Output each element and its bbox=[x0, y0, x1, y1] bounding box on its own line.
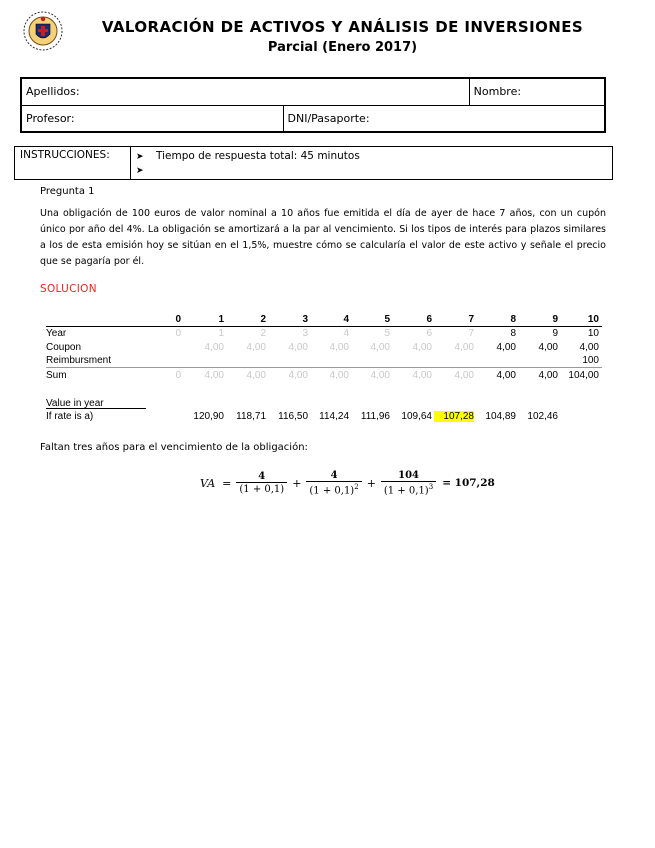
sum-cell: 4,00 bbox=[454, 370, 474, 381]
sum-cell: 0 bbox=[175, 370, 181, 381]
row-label-sum: Sum bbox=[46, 370, 67, 381]
period-header: 0 bbox=[175, 314, 181, 325]
coupon-cell: 4,00 bbox=[412, 342, 432, 353]
formula-term-2: $\frac{4}{(1 + 0,1)^2}$ bbox=[306, 470, 361, 496]
sum-cell: 4,00 bbox=[496, 370, 516, 381]
reimbursment-cell: 100 bbox=[582, 355, 599, 366]
period-header: 7 bbox=[468, 314, 474, 325]
header-divider bbox=[46, 326, 602, 327]
coupon-cell: 4,00 bbox=[370, 342, 390, 353]
rate-label: If rate is a) bbox=[46, 411, 94, 422]
sum-cell: 4,00 bbox=[538, 370, 558, 381]
value-in-year-cell: 111,96 bbox=[360, 411, 390, 422]
formula-plus: + bbox=[366, 476, 376, 490]
nombre-field: Nombre: bbox=[469, 78, 605, 105]
row-label-reimbursment: Reimbursment bbox=[46, 355, 112, 366]
year-cell: 4 bbox=[343, 328, 349, 339]
period-header: 1 bbox=[218, 314, 224, 325]
document-title: VALORACIÓN DE ACTIVOS Y ANÁLISIS DE INVERSIONES bbox=[101, 18, 584, 36]
instructions-box bbox=[14, 146, 613, 180]
formula-term-3: $\frac{104}{(1 + 0,1)^3}$ bbox=[381, 470, 436, 496]
solution-label: SOLUCION bbox=[40, 283, 97, 295]
sum-cell: 4,00 bbox=[204, 370, 224, 381]
year-cell: 3 bbox=[302, 328, 308, 339]
value-in-year-cell: 102,46 bbox=[527, 411, 558, 422]
coupon-cell: 4,00 bbox=[288, 342, 308, 353]
coupon-cell: 4,00 bbox=[579, 342, 599, 353]
question-text: Una obligación de 100 euros de valor nominal a 10 años fue emitida el día de ayer de hace 7 años, con un cupón único por año del 4%. La obligación se amortizará a la par al vencimiento. Si los tipos de interés para plazos similares a los de esta emisión hoy se sitúan en el 1,5%, muestre cómo se calcularía el valor de este activo y señale el precio que se pagaría por él. bbox=[40, 208, 606, 267]
year-cell: 6 bbox=[426, 328, 432, 339]
period-header: 4 bbox=[343, 314, 349, 325]
value-in-year-cell: 109,64 bbox=[401, 411, 432, 422]
formula-plus: + bbox=[292, 476, 302, 490]
formula-result: = 107,28 bbox=[442, 477, 495, 489]
row-label-year: Year bbox=[46, 328, 67, 339]
year-cell: 2 bbox=[260, 328, 266, 339]
sum-cell: 4,00 bbox=[329, 370, 349, 381]
year-cell: 8 bbox=[510, 328, 516, 339]
instruction-item: ➤ Tiempo de respuesta total: 45 minutos bbox=[136, 150, 360, 162]
instruction-item bbox=[136, 163, 607, 177]
coupon-cell: 4,00 bbox=[454, 342, 474, 353]
sum-cell: 104,00 bbox=[568, 370, 599, 381]
dni-field: DNI/Pasaporte: bbox=[283, 105, 605, 132]
present-value-formula bbox=[200, 466, 495, 500]
period-header: 5 bbox=[384, 314, 390, 325]
period-header: 6 bbox=[426, 314, 432, 325]
period-header: 10 bbox=[587, 314, 599, 325]
apellidos-field: Apellidos: bbox=[21, 78, 469, 105]
solution-spreadsheet bbox=[46, 312, 606, 432]
document-subtitle: Parcial (Enero 2017) bbox=[267, 40, 418, 55]
profesor-field: Profesor: bbox=[21, 105, 283, 132]
value-in-year-label: Value in year bbox=[46, 398, 104, 409]
arrow-bullet-icon: ➤ bbox=[136, 166, 144, 176]
sum-cell: 4,00 bbox=[288, 370, 308, 381]
period-header: 2 bbox=[260, 314, 266, 325]
formula-term-1: $\frac{4}{(1 + 0,1)}$ bbox=[236, 471, 287, 495]
year-cell: 0 bbox=[175, 328, 181, 339]
row-label-coupon: Coupon bbox=[46, 342, 82, 353]
period-header: 3 bbox=[302, 314, 308, 325]
value-in-year-cell: 118,71 bbox=[236, 411, 266, 422]
coupon-cell: 4,00 bbox=[538, 342, 558, 353]
value-in-year-cell: 120,90 bbox=[193, 411, 224, 422]
arrow-bullet-icon: ➤ bbox=[136, 152, 144, 162]
year-cell: 10 bbox=[587, 328, 599, 339]
year-cell: 9 bbox=[552, 328, 558, 339]
period-header: 9 bbox=[552, 314, 558, 325]
year-cell: 1 bbox=[218, 328, 224, 339]
coupon-cell: 4,00 bbox=[204, 342, 224, 353]
highlighted-value-cell: 107,28 bbox=[434, 411, 474, 422]
sum-divider bbox=[46, 367, 602, 368]
sum-cell: 4,00 bbox=[412, 370, 432, 381]
year-cell: 7 bbox=[468, 328, 474, 339]
coupon-cell: 4,00 bbox=[329, 342, 349, 353]
formula-equals: = bbox=[222, 476, 232, 490]
coupon-cell: 4,00 bbox=[246, 342, 266, 353]
year-cell: 5 bbox=[384, 328, 390, 339]
university-seal-logo bbox=[22, 10, 64, 52]
formula-lhs: VA bbox=[200, 476, 216, 490]
period-header: 8 bbox=[510, 314, 516, 325]
student-info-form bbox=[20, 77, 606, 133]
question-title: Pregunta 1 bbox=[40, 186, 95, 197]
value-in-year-cell: 116,50 bbox=[278, 411, 308, 422]
value-in-year-cell: 104,89 bbox=[485, 411, 516, 422]
instructions-label: INSTRUCCIONES: bbox=[15, 147, 131, 180]
value-in-year-cell: 114,24 bbox=[319, 411, 349, 422]
sum-cell: 4,00 bbox=[246, 370, 266, 381]
coupon-cell: 4,00 bbox=[496, 342, 516, 353]
instructions-list bbox=[131, 147, 613, 180]
remaining-years-text: Faltan tres años para el vencimiento de la obligación: bbox=[40, 442, 308, 453]
sum-cell: 4,00 bbox=[370, 370, 390, 381]
